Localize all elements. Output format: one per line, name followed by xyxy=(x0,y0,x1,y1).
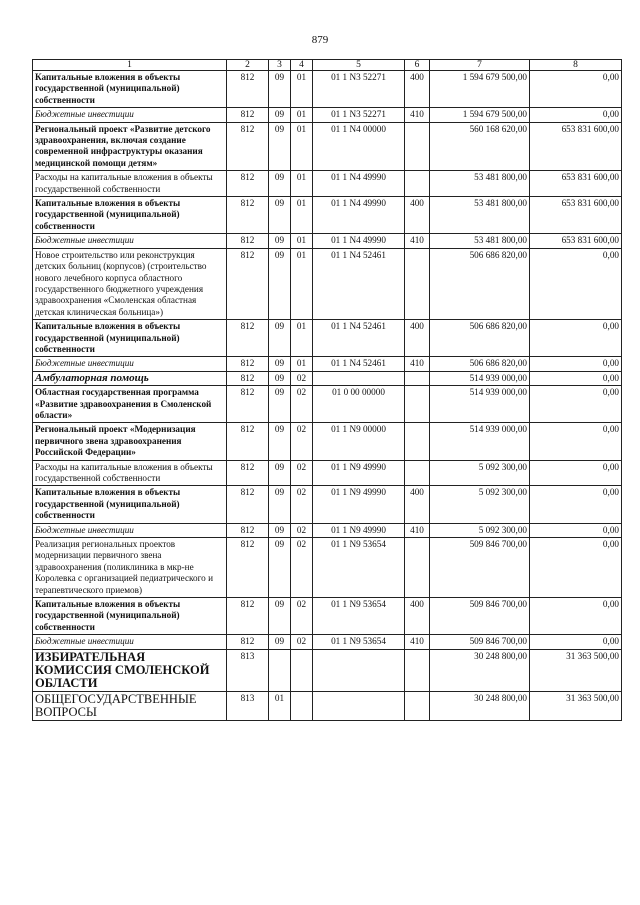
item-name: Капитальные вложения в объекты государственной (муниципальной) собственности xyxy=(33,598,227,635)
ministry-code: 812 xyxy=(227,423,269,460)
subsection-code: 02 xyxy=(291,523,313,537)
table-row xyxy=(33,371,622,385)
amount-year-1: 506 686 820,00 xyxy=(430,248,530,319)
amount-year-1: 53 481 800,00 xyxy=(430,234,530,248)
ministry-code: 812 xyxy=(227,523,269,537)
amount-year-2: 653 831 600,00 xyxy=(530,234,622,248)
item-name: Региональный проект «Развитие детского здравоохранения, включая создание современной инфраструктуры оказания медицинской помощи детям» xyxy=(33,122,227,171)
section-code: 09 xyxy=(269,460,291,486)
item-name: Капитальные вложения в объекты государственной (муниципальной) собственности xyxy=(33,320,227,357)
subsection-code: 02 xyxy=(291,423,313,460)
table-row xyxy=(33,234,622,248)
target-article-code xyxy=(313,691,405,720)
table-row xyxy=(33,122,622,171)
amount-year-1: 53 481 800,00 xyxy=(430,197,530,234)
amount-year-1: 506 686 820,00 xyxy=(430,357,530,371)
header-cell: 2 xyxy=(227,60,269,71)
header-row xyxy=(33,60,622,71)
expense-type-code: 410 xyxy=(405,234,430,248)
item-name: Капитальные вложения в объекты государственной (муниципальной) собственности xyxy=(33,71,227,108)
ministry-code: 812 xyxy=(227,197,269,234)
amount-year-2: 31 363 500,00 xyxy=(530,649,622,691)
amount-year-2: 0,00 xyxy=(530,108,622,122)
amount-year-1: 1 594 679 500,00 xyxy=(430,108,530,122)
section-code: 09 xyxy=(269,248,291,319)
amount-year-1: 30 248 800,00 xyxy=(430,691,530,720)
expense-type-code xyxy=(405,122,430,171)
ministry-code: 813 xyxy=(227,691,269,720)
ministry-code: 812 xyxy=(227,71,269,108)
table-row xyxy=(33,523,622,537)
expense-type-code xyxy=(405,171,430,197)
expense-type-code: 400 xyxy=(405,486,430,523)
expense-type-code: 400 xyxy=(405,71,430,108)
subsection-code: 01 xyxy=(291,171,313,197)
amount-year-2: 0,00 xyxy=(530,423,622,460)
item-name: Расходы на капитальные вложения в объекты государственной собственности xyxy=(33,460,227,486)
table-row xyxy=(33,197,622,234)
amount-year-1: 514 939 000,00 xyxy=(430,386,530,423)
ministry-code: 812 xyxy=(227,371,269,385)
table-row xyxy=(33,248,622,319)
amount-year-2: 31 363 500,00 xyxy=(530,691,622,720)
amount-year-2: 0,00 xyxy=(530,71,622,108)
amount-year-2: 0,00 xyxy=(530,486,622,523)
subsection-code: 02 xyxy=(291,538,313,598)
target-article-code: 01 1 N4 52461 xyxy=(313,320,405,357)
subsection-code xyxy=(291,649,313,691)
header-cell: 1 xyxy=(33,60,227,71)
section-code: 09 xyxy=(269,523,291,537)
ministry-code: 812 xyxy=(227,357,269,371)
item-name: Областная государственная программа «Развитие здравоохранения в Смоленской области» xyxy=(33,386,227,423)
expense-type-code xyxy=(405,371,430,385)
subsection-code: 01 xyxy=(291,357,313,371)
amount-year-2: 0,00 xyxy=(530,248,622,319)
section-code: 09 xyxy=(269,71,291,108)
amount-year-1: 506 686 820,00 xyxy=(430,320,530,357)
section-code: 09 xyxy=(269,122,291,171)
section-code: 09 xyxy=(269,371,291,385)
subsection-code: 01 xyxy=(291,197,313,234)
target-article-code: 01 1 N4 52461 xyxy=(313,248,405,319)
target-article-code: 01 1 N3 52271 xyxy=(313,71,405,108)
amount-year-2: 653 831 600,00 xyxy=(530,122,622,171)
section-code: 09 xyxy=(269,538,291,598)
section-code: 09 xyxy=(269,486,291,523)
table-row xyxy=(33,649,622,691)
table-row xyxy=(33,691,622,720)
table-row xyxy=(33,460,622,486)
item-name: Региональный проект «Модернизация первичного звена здравоохранения Российской Федерации» xyxy=(33,423,227,460)
target-article-code: 01 1 N4 49990 xyxy=(313,197,405,234)
target-article-code: 01 1 N4 52461 xyxy=(313,357,405,371)
amount-year-2: 0,00 xyxy=(530,523,622,537)
amount-year-1: 5 092 300,00 xyxy=(430,523,530,537)
ministry-code: 812 xyxy=(227,460,269,486)
subsection-code: 02 xyxy=(291,635,313,649)
target-article-code: 01 1 N9 49990 xyxy=(313,486,405,523)
subsection-code: 01 xyxy=(291,320,313,357)
expense-type-code: 400 xyxy=(405,598,430,635)
section-code: 09 xyxy=(269,357,291,371)
item-name: Расходы на капитальные вложения в объекты государственной собственности xyxy=(33,171,227,197)
ministry-code: 812 xyxy=(227,320,269,357)
section-code: 09 xyxy=(269,423,291,460)
item-name: Бюджетные инвестиции xyxy=(33,234,227,248)
header-cell: 5 xyxy=(313,60,405,71)
amount-year-2: 0,00 xyxy=(530,460,622,486)
table-row xyxy=(33,171,622,197)
expense-type-code xyxy=(405,649,430,691)
table-row xyxy=(33,635,622,649)
table-row xyxy=(33,538,622,598)
subsection-code: 02 xyxy=(291,371,313,385)
item-name: Реализация региональных проектов модернизации первичного звена здравоохранения (поликлиника в мкр-не Королевка с организацией педиатрического и терапевтического приемов) xyxy=(33,538,227,598)
target-article-code: 01 1 N4 49990 xyxy=(313,234,405,248)
header-cell: 8 xyxy=(530,60,622,71)
amount-year-2: 653 831 600,00 xyxy=(530,197,622,234)
table-row xyxy=(33,357,622,371)
amount-year-2: 0,00 xyxy=(530,386,622,423)
target-article-code: 01 1 N9 49990 xyxy=(313,523,405,537)
table-row xyxy=(33,423,622,460)
amount-year-2: 653 831 600,00 xyxy=(530,171,622,197)
item-name: Бюджетные инвестиции xyxy=(33,108,227,122)
target-article-code: 01 1 N9 53654 xyxy=(313,538,405,598)
expense-type-code xyxy=(405,386,430,423)
expense-type-code xyxy=(405,248,430,319)
item-name: Бюджетные инвестиции xyxy=(33,635,227,649)
header-cell: 7 xyxy=(430,60,530,71)
ministry-code: 812 xyxy=(227,386,269,423)
expense-type-code: 410 xyxy=(405,108,430,122)
target-article-code: 01 0 00 00000 xyxy=(313,386,405,423)
amount-year-1: 560 168 620,00 xyxy=(430,122,530,171)
expense-type-code: 400 xyxy=(405,197,430,234)
target-article-code xyxy=(313,371,405,385)
amount-year-1: 5 092 300,00 xyxy=(430,486,530,523)
ministry-code: 812 xyxy=(227,248,269,319)
target-article-code: 01 1 N4 00000 xyxy=(313,122,405,171)
target-article-code xyxy=(313,649,405,691)
amount-year-1: 509 846 700,00 xyxy=(430,538,530,598)
table-row xyxy=(33,108,622,122)
table-body xyxy=(33,71,622,721)
section-code: 09 xyxy=(269,197,291,234)
section-code: 09 xyxy=(269,598,291,635)
ministry-code: 812 xyxy=(227,234,269,248)
item-name: Амбулаторная помощь xyxy=(33,371,227,385)
subsection-code: 02 xyxy=(291,598,313,635)
item-name: Новое строительство или реконструкция детских больниц (корпусов) (строительство нового лечебного корпуса областного государственного бюджетного учреждения здравоохранения «Смоленская областная детская клиническая больница») xyxy=(33,248,227,319)
section-code xyxy=(269,649,291,691)
table-row xyxy=(33,71,622,108)
section-code: 09 xyxy=(269,635,291,649)
item-name: Бюджетные инвестиции xyxy=(33,523,227,537)
amount-year-1: 514 939 000,00 xyxy=(430,423,530,460)
amount-year-1: 5 092 300,00 xyxy=(430,460,530,486)
section-code: 09 xyxy=(269,386,291,423)
item-name: ОБЩЕГОСУДАРСТВЕННЫЕ ВОПРОСЫ xyxy=(33,691,227,720)
expense-type-code: 410 xyxy=(405,357,430,371)
item-name: Капитальные вложения в объекты государственной (муниципальной) собственности xyxy=(33,486,227,523)
ministry-code: 812 xyxy=(227,538,269,598)
subsection-code xyxy=(291,691,313,720)
ministry-code: 812 xyxy=(227,598,269,635)
subsection-code: 01 xyxy=(291,122,313,171)
expense-type-code xyxy=(405,691,430,720)
subsection-code: 01 xyxy=(291,234,313,248)
amount-year-2: 0,00 xyxy=(530,598,622,635)
ministry-code: 812 xyxy=(227,635,269,649)
target-article-code: 01 1 N9 00000 xyxy=(313,423,405,460)
header-cell: 3 xyxy=(269,60,291,71)
target-article-code: 01 1 N9 49990 xyxy=(313,460,405,486)
amount-year-2: 0,00 xyxy=(530,357,622,371)
expense-type-code xyxy=(405,460,430,486)
section-code: 09 xyxy=(269,171,291,197)
expense-type-code: 410 xyxy=(405,635,430,649)
amount-year-1: 509 846 700,00 xyxy=(430,598,530,635)
ministry-code: 812 xyxy=(227,486,269,523)
amount-year-2: 0,00 xyxy=(530,371,622,385)
subsection-code: 01 xyxy=(291,71,313,108)
subsection-code: 02 xyxy=(291,486,313,523)
amount-year-1: 514 939 000,00 xyxy=(430,371,530,385)
amount-year-2: 0,00 xyxy=(530,538,622,598)
amount-year-1: 1 594 679 500,00 xyxy=(430,71,530,108)
amount-year-2: 0,00 xyxy=(530,635,622,649)
header-cell: 4 xyxy=(291,60,313,71)
section-code: 09 xyxy=(269,320,291,357)
amount-year-2: 0,00 xyxy=(530,320,622,357)
ministry-code: 812 xyxy=(227,108,269,122)
target-article-code: 01 1 N9 53654 xyxy=(313,635,405,649)
expense-type-code: 400 xyxy=(405,320,430,357)
target-article-code: 01 1 N9 53654 xyxy=(313,598,405,635)
expense-type-code xyxy=(405,538,430,598)
amount-year-1: 509 846 700,00 xyxy=(430,635,530,649)
item-name: ИЗБИРАТЕЛЬНАЯ КОМИССИЯ СМОЛЕНСКОЙ ОБЛАСТИ xyxy=(33,649,227,691)
table-row xyxy=(33,386,622,423)
amount-year-1: 53 481 800,00 xyxy=(430,171,530,197)
target-article-code: 01 1 N4 49990 xyxy=(313,171,405,197)
ministry-code: 812 xyxy=(227,122,269,171)
table-row xyxy=(33,486,622,523)
amount-year-1: 30 248 800,00 xyxy=(430,649,530,691)
expense-type-code xyxy=(405,423,430,460)
section-code: 09 xyxy=(269,108,291,122)
subsection-code: 01 xyxy=(291,108,313,122)
subsection-code: 01 xyxy=(291,248,313,319)
target-article-code: 01 1 N3 52271 xyxy=(313,108,405,122)
section-code: 01 xyxy=(269,691,291,720)
ministry-code: 813 xyxy=(227,649,269,691)
table-row xyxy=(33,598,622,635)
page-number: 879 xyxy=(311,34,329,46)
section-code: 09 xyxy=(269,234,291,248)
subsection-code: 02 xyxy=(291,386,313,423)
ministry-code: 812 xyxy=(227,171,269,197)
item-name: Бюджетные инвестиции xyxy=(33,357,227,371)
expense-type-code: 410 xyxy=(405,523,430,537)
budget-table xyxy=(32,59,622,721)
subsection-code: 02 xyxy=(291,460,313,486)
table-row xyxy=(33,320,622,357)
header-cell: 6 xyxy=(405,60,430,71)
item-name: Капитальные вложения в объекты государственной (муниципальной) собственности xyxy=(33,197,227,234)
